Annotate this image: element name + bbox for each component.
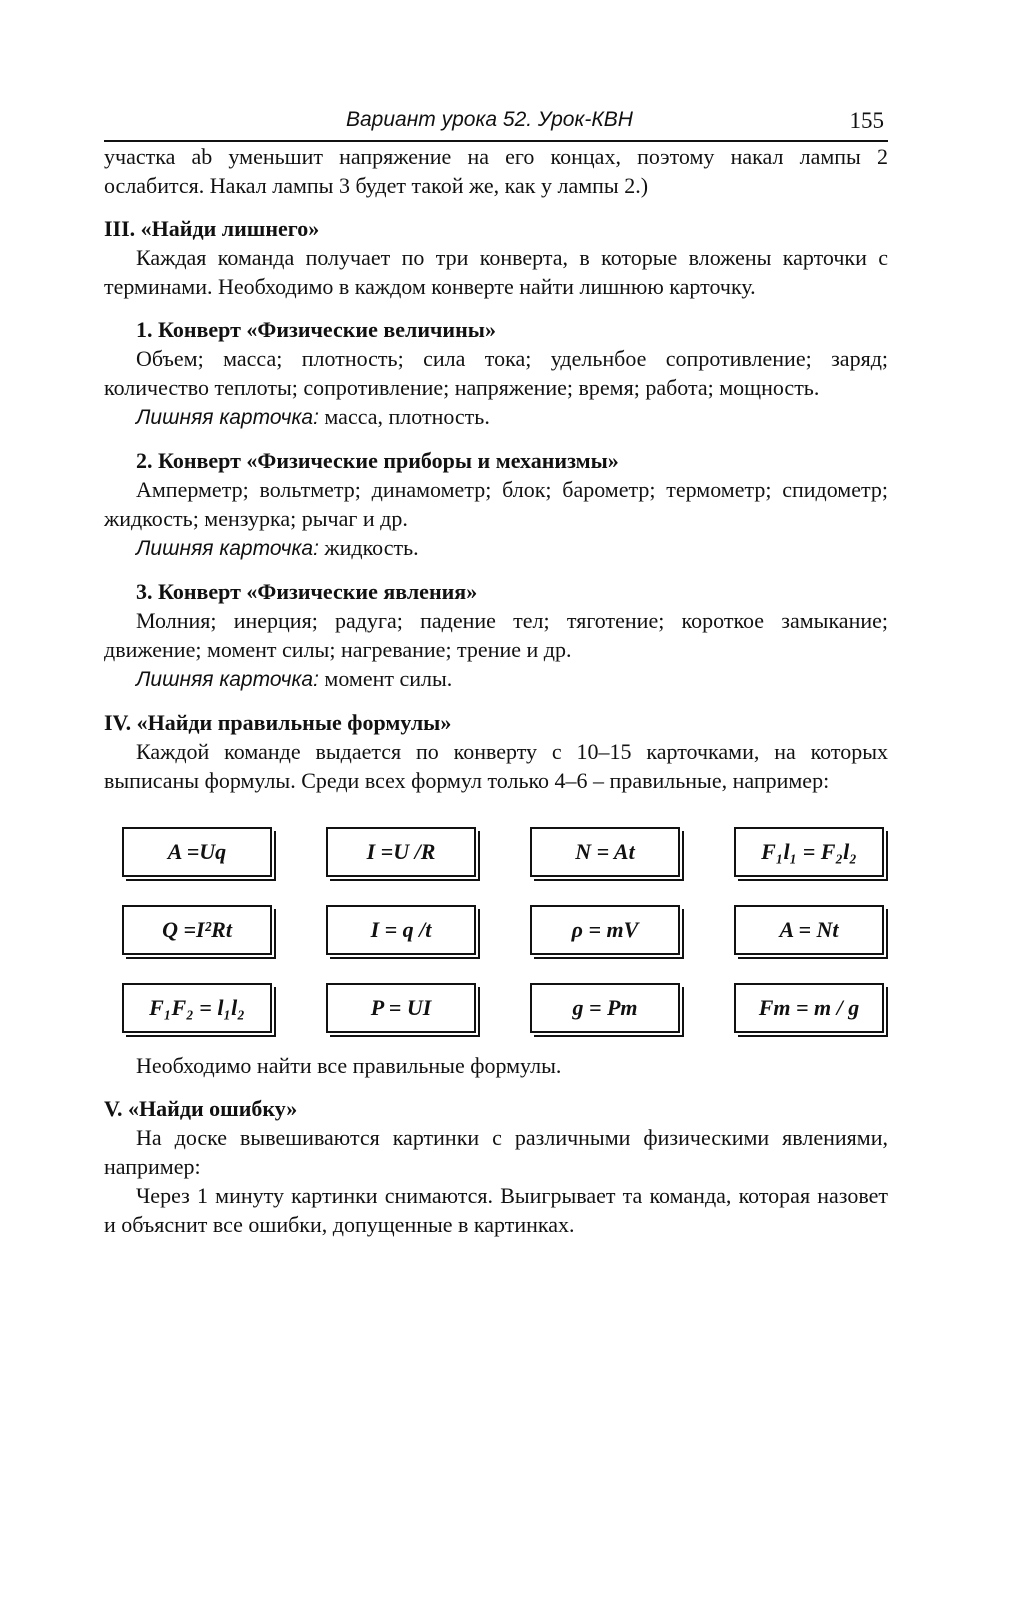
envelope-1-title: 1. Конверт «Физические величины» xyxy=(136,317,496,342)
odd-value: масса, плотность. xyxy=(318,404,490,429)
odd-label: Лишняя карточка: xyxy=(136,406,319,429)
section-3-text: Каждая команда получает по три конверта, в которые вложены карточки с терминами. Необходимо в каждом конверте найти лишнюю карточку. xyxy=(104,245,888,299)
book-page xyxy=(104,100,888,1239)
formula-card: F₁F₂ = l₁l₂ xyxy=(122,983,272,1033)
formula-card: g = Pm xyxy=(530,983,680,1033)
formula-card: A =Uq xyxy=(122,827,272,877)
odd-label: Лишняя карточка: xyxy=(136,668,319,691)
formula-card: A = Nt xyxy=(734,905,884,955)
envelope-3-title: 3. Конверт «Физические явления» xyxy=(136,579,478,604)
envelope-3-text: Молния; инерция; радуга; падение тел; тяготение; короткое замыкание; движение; момент силы; нагревание; трение и др. xyxy=(104,608,888,662)
envelope-1-text: Объем; масса; плотность; сила тока; удельнбое сопротивление; заряд; количество теплоты; сопротивление; напряжение; время; работа; мощность. xyxy=(104,346,888,400)
page-number: 155 xyxy=(849,108,884,133)
formula-card: I =U /R xyxy=(326,827,476,877)
formula-card: Fт = m / g xyxy=(734,983,884,1033)
section-4-heading: IV. «Найди правильные формулы» xyxy=(104,710,452,735)
envelope-2-odd xyxy=(104,533,888,563)
formula-card: F₁l₁ = F₂l₂ xyxy=(734,827,884,877)
formula-card: I = q /t xyxy=(326,905,476,955)
section-5-text-1: На доске вывешиваются картинки с различными физическими явлениями, например: xyxy=(104,1125,888,1179)
formula-card: ρ = mV xyxy=(530,905,680,955)
formula-card: N = At xyxy=(530,827,680,877)
intro-line-2: ослабится. Накал лампы 3 будет такой же, как у лампы 2.) xyxy=(104,173,649,198)
page-header xyxy=(104,100,888,142)
odd-value: момент силы. xyxy=(318,666,453,691)
running-title: Вариант урока 52. Урок-КВН xyxy=(346,108,633,131)
odd-value: жидкость. xyxy=(318,535,419,560)
section-4-text: Каждой команде выдается по конверту с 10–15 карточками, на которых выписаны формулы. Среди всех формул только 4–6 – правильные, например: xyxy=(104,739,888,793)
odd-label: Лишняя карточка: xyxy=(136,537,319,560)
envelope-3-odd xyxy=(104,664,888,694)
envelope-2-title: 2. Конверт «Физические приборы и механизмы» xyxy=(136,448,619,473)
section-5-heading: V. «Найди ошибку» xyxy=(104,1096,298,1121)
formula-cards-grid xyxy=(104,827,888,1043)
intro-line-1: участка ab уменьшит напряжение на его концах, поэтому накал лампы 2 xyxy=(104,144,888,169)
envelope-2-text: Амперметр; вольтметр; динамометр; блок; барометр; термометр; спидометр; жидкость; мензурка; рычаг и др. xyxy=(104,477,888,531)
formula-card: Q =I²Rt xyxy=(122,905,272,955)
formula-card: P = UI xyxy=(326,983,476,1033)
section-3-heading: III. «Найди лишнего» xyxy=(104,216,320,241)
section-4-after: Необходимо найти все правильные формулы. xyxy=(136,1053,562,1078)
section-5-text-2: Через 1 минуту картинки снимаются. Выигрывает та команда, которая назовет и объяснит все ошибки, допущенные в картинках. xyxy=(104,1183,888,1237)
envelope-1-odd xyxy=(104,402,888,432)
